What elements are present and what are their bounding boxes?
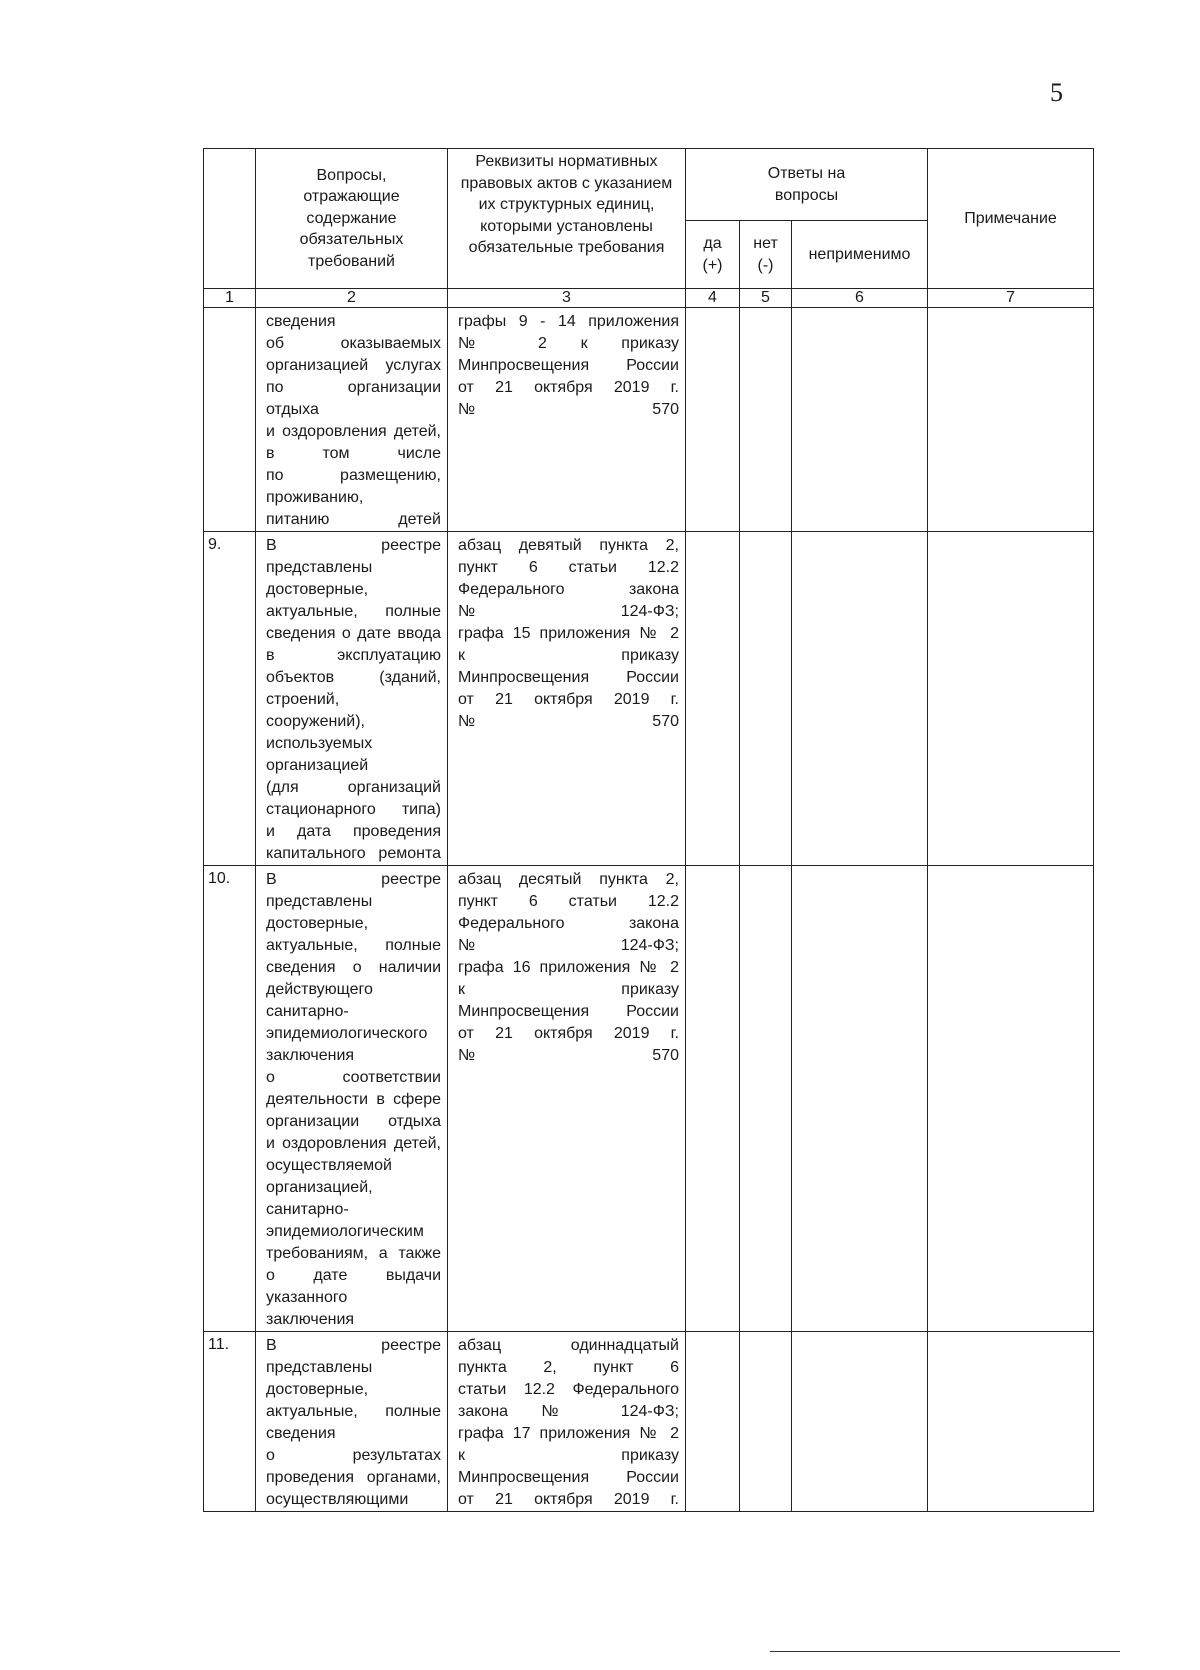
column-number: 7 (928, 289, 1094, 308)
reference-cell-line: № 124-ФЗ; (458, 603, 679, 620)
question-cell-line: заключения (266, 1311, 355, 1328)
question-cell-line: об оказываемых (266, 335, 441, 352)
question-cell (256, 1332, 448, 1512)
answer-no-cell[interactable] (740, 532, 792, 866)
column-number: 5 (740, 289, 792, 308)
question-cell-line: санитарно- (266, 1003, 349, 1020)
footer-rule (770, 1651, 1120, 1652)
header-references: Реквизиты нормативных правовых актов с указанием их структурных единиц, которыми установлены обязательные требования (448, 149, 686, 289)
question-cell-line: требованиям, а также (266, 1245, 441, 1262)
row-number: 9. (204, 532, 256, 866)
reference-cell-line: Минпросвещения России (458, 669, 679, 686)
question-cell-line: достоверные, (266, 581, 369, 598)
question-cell-line: действующего (266, 981, 373, 998)
question-cell-line: проживанию, (266, 489, 364, 506)
reference-cell-line: Минпросвещения России (458, 357, 679, 374)
question-cell-line: сооружений), (266, 713, 365, 730)
question-cell-line: стационарного типа) (266, 801, 441, 818)
note-cell[interactable] (928, 532, 1094, 866)
question-cell-line: организацией (266, 757, 369, 774)
question-cell-line: достоверные, (266, 1381, 369, 1398)
question-cell-line: представлены (266, 1359, 373, 1376)
question-cell-line: по размещению, (266, 467, 441, 484)
question-cell-line: проведения органами, (266, 1469, 441, 1486)
answer-no-cell[interactable] (740, 308, 792, 532)
question-cell-line: санитарно- (266, 1201, 349, 1218)
answer-na-cell[interactable] (792, 532, 928, 866)
reference-cell (448, 532, 686, 866)
question-cell-line: организацией, (266, 1179, 373, 1196)
reference-cell-line: от 21 октября 2019 г. (458, 379, 679, 396)
reference-cell-line: от 21 октября 2019 г. (458, 1491, 679, 1508)
table-row (204, 866, 1094, 1332)
question-cell-line: используемых (266, 735, 373, 752)
question-cell-line: отдыха (266, 401, 319, 418)
question-cell-line: деятельности в сфере (266, 1091, 441, 1108)
question-cell-line: В реестре (266, 871, 441, 888)
question-cell (256, 866, 448, 1332)
header-answers: Ответы на вопросы (686, 149, 928, 221)
question-cell-line: осуществляющими (266, 1491, 409, 1508)
row-number: 11. (204, 1332, 256, 1512)
question-cell-line: актуальные, полные (266, 1403, 441, 1420)
question-cell-line: представлены (266, 893, 373, 910)
column-number: 3 (448, 289, 686, 308)
question-cell-line: заключения (266, 1047, 355, 1064)
reference-cell-line: № 124-ФЗ; (458, 937, 679, 954)
question-cell-line: о соответствии (266, 1069, 441, 1086)
reference-cell-line: к приказу (458, 981, 679, 998)
question-cell (256, 308, 448, 532)
page-number: 5 (1050, 78, 1063, 107)
answer-yes-cell[interactable] (686, 532, 740, 866)
reference-cell-line: от 21 октября 2019 г. (458, 1025, 679, 1042)
question-cell-line: объектов (зданий, (266, 669, 441, 686)
header-yes: да (+) (686, 221, 740, 289)
reference-cell-line: Федерального закона (458, 915, 679, 932)
question-cell-line: сведения (266, 1425, 336, 1442)
reference-cell-line: графы 9 - 14 приложения (458, 313, 679, 330)
question-cell (256, 532, 448, 866)
note-cell[interactable] (928, 308, 1094, 532)
question-cell-line: и дата проведения (266, 823, 441, 840)
reference-cell-line: № 2 к приказу (458, 335, 679, 352)
column-number: 6 (792, 289, 928, 308)
reference-cell-line: № 570 (458, 1047, 679, 1064)
reference-cell-line: графа 17 приложения № 2 (458, 1425, 679, 1442)
reference-cell-line: Минпросвещения России (458, 1469, 679, 1486)
reference-cell-line: закона № 124-ФЗ; (458, 1403, 679, 1420)
column-number: 2 (256, 289, 448, 308)
question-cell-line: осуществляемой (266, 1157, 392, 1174)
question-cell-line: о дате выдачи (266, 1267, 441, 1284)
header-not-applicable: неприменимо (792, 221, 928, 289)
reference-cell-line: графа 16 приложения № 2 (458, 959, 679, 976)
reference-cell-line: пункт 6 статьи 12.2 (458, 559, 679, 576)
header-col1 (204, 149, 256, 289)
reference-cell-line: Минпросвещения России (458, 1003, 679, 1020)
answer-no-cell[interactable] (740, 866, 792, 1332)
answer-no-cell[interactable] (740, 1332, 792, 1512)
question-cell-line: указанного (266, 1289, 348, 1306)
question-cell-line: В реестре (266, 537, 441, 554)
question-cell-line: актуальные, полные (266, 937, 441, 954)
answer-yes-cell[interactable] (686, 1332, 740, 1512)
question-cell-line: эпидемиологическим (266, 1223, 424, 1240)
question-cell-line: сведения о наличии (266, 959, 441, 976)
question-cell-line: капитального ремонта (266, 845, 441, 862)
question-cell-line: эпидемиологического (266, 1025, 428, 1042)
question-cell-line: организации отдыха (266, 1113, 441, 1130)
reference-cell-line: № 570 (458, 713, 679, 730)
header-note: Примечание (928, 149, 1094, 289)
question-cell-line: в эксплуатацию (266, 647, 441, 664)
answer-na-cell[interactable] (792, 308, 928, 532)
reference-cell-line: абзац одиннадцатый (458, 1337, 679, 1354)
question-cell-line: строений, (266, 691, 340, 708)
header-no: нет (-) (740, 221, 792, 289)
reference-cell-line: пункт 6 статьи 12.2 (458, 893, 679, 910)
table-row (204, 308, 1094, 532)
question-cell-line: по организации (266, 379, 441, 396)
header-questions: Вопросы, отражающие содержание обязательных требований (256, 149, 448, 289)
requirements-table (203, 148, 1094, 1512)
reference-cell (448, 308, 686, 532)
table-row (204, 532, 1094, 866)
question-cell-line: представлены (266, 559, 373, 576)
reference-cell-line: Федерального закона (458, 581, 679, 598)
answer-na-cell[interactable] (792, 1332, 928, 1512)
reference-cell-line: абзац девятый пункта 2, (458, 537, 679, 554)
reference-cell-line: № 570 (458, 401, 679, 418)
question-cell-line: актуальные, полные (266, 603, 441, 620)
reference-cell-line: к приказу (458, 647, 679, 664)
reference-cell (448, 866, 686, 1332)
question-cell-line: организацией услугах (266, 357, 441, 374)
answer-yes-cell[interactable] (686, 308, 740, 532)
question-cell-line: питанию детей (266, 511, 441, 528)
reference-cell-line: от 21 октября 2019 г. (458, 691, 679, 708)
reference-cell-line: к приказу (458, 1447, 679, 1464)
question-cell-line: в том числе (266, 445, 441, 462)
question-cell-line: и оздоровления детей, (266, 1135, 441, 1152)
note-cell[interactable] (928, 1332, 1094, 1512)
question-cell-line: сведения о дате ввода (266, 625, 441, 642)
question-cell-line: и оздоровления детей, (266, 423, 441, 440)
question-cell-line: достоверные, (266, 915, 369, 932)
table-row (204, 1332, 1094, 1512)
reference-cell-line: пункта 2, пункт 6 (458, 1359, 679, 1376)
question-cell-line: о результатах (266, 1447, 441, 1464)
column-number: 4 (686, 289, 740, 308)
answer-na-cell[interactable] (792, 866, 928, 1332)
answer-yes-cell[interactable] (686, 866, 740, 1332)
note-cell[interactable] (928, 866, 1094, 1332)
question-cell-line: сведения (266, 313, 336, 330)
reference-cell (448, 1332, 686, 1512)
question-cell-line: (для организаций (266, 779, 441, 796)
table-body (204, 308, 1094, 1512)
row-number (204, 308, 256, 532)
reference-cell-line: графа 15 приложения № 2 (458, 625, 679, 642)
column-number: 1 (204, 289, 256, 308)
reference-cell-line: абзац десятый пункта 2, (458, 871, 679, 888)
reference-cell-line: статьи 12.2 Федерального (458, 1381, 679, 1398)
question-cell-line: В реестре (266, 1337, 441, 1354)
row-number: 10. (204, 866, 256, 1332)
